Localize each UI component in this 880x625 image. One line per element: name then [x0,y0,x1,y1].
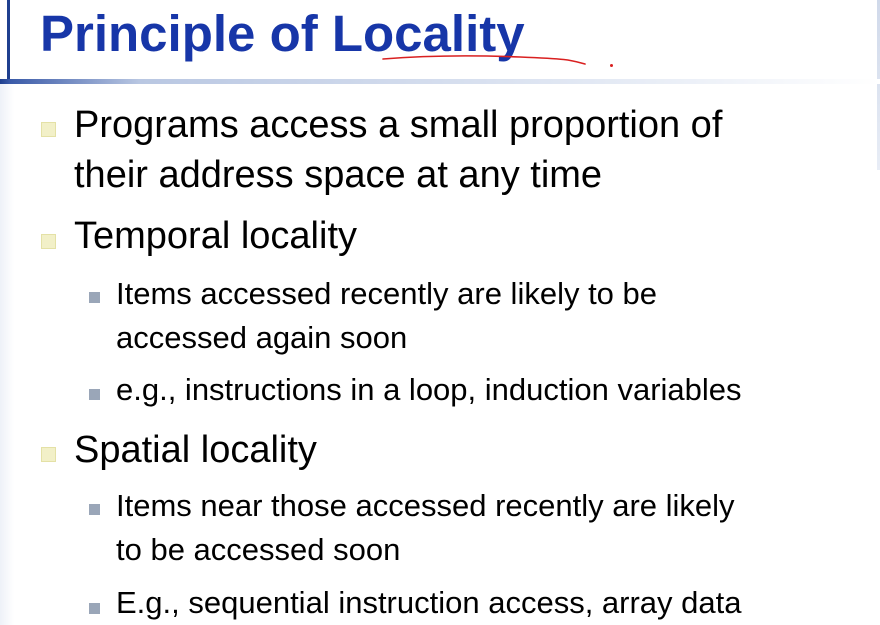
bullet-text-line: Programs access a small proportion of [74,104,723,146]
bullet-text-line: their address space at any time [74,154,603,196]
sub-bullet-text-line: Items near those accessed recently are likely [116,488,735,523]
sub-bullet-text-line: to be accessed soon [116,532,401,567]
small-square-bullet-icon [89,389,100,400]
small-square-bullet-icon [89,603,100,614]
sub-bullet-text-line: Items accessed recently are likely to be [116,276,658,311]
bullet-text: Spatial locality [74,429,317,471]
square-bullet-icon [41,234,56,249]
small-square-bullet-icon [89,292,100,303]
bullet-text: Temporal locality [74,215,357,257]
slide-title: Principle of Locality [40,5,525,62]
sub-bullet-text-line: accessed again soon [116,320,408,355]
square-bullet-icon [41,122,56,137]
sub-bullet-text: E.g., sequential instruction access, array data [116,585,742,620]
sub-bullet-text: e.g., instructions in a loop, induction variables [116,372,742,407]
square-bullet-icon [41,447,56,462]
small-square-bullet-icon [89,504,100,515]
